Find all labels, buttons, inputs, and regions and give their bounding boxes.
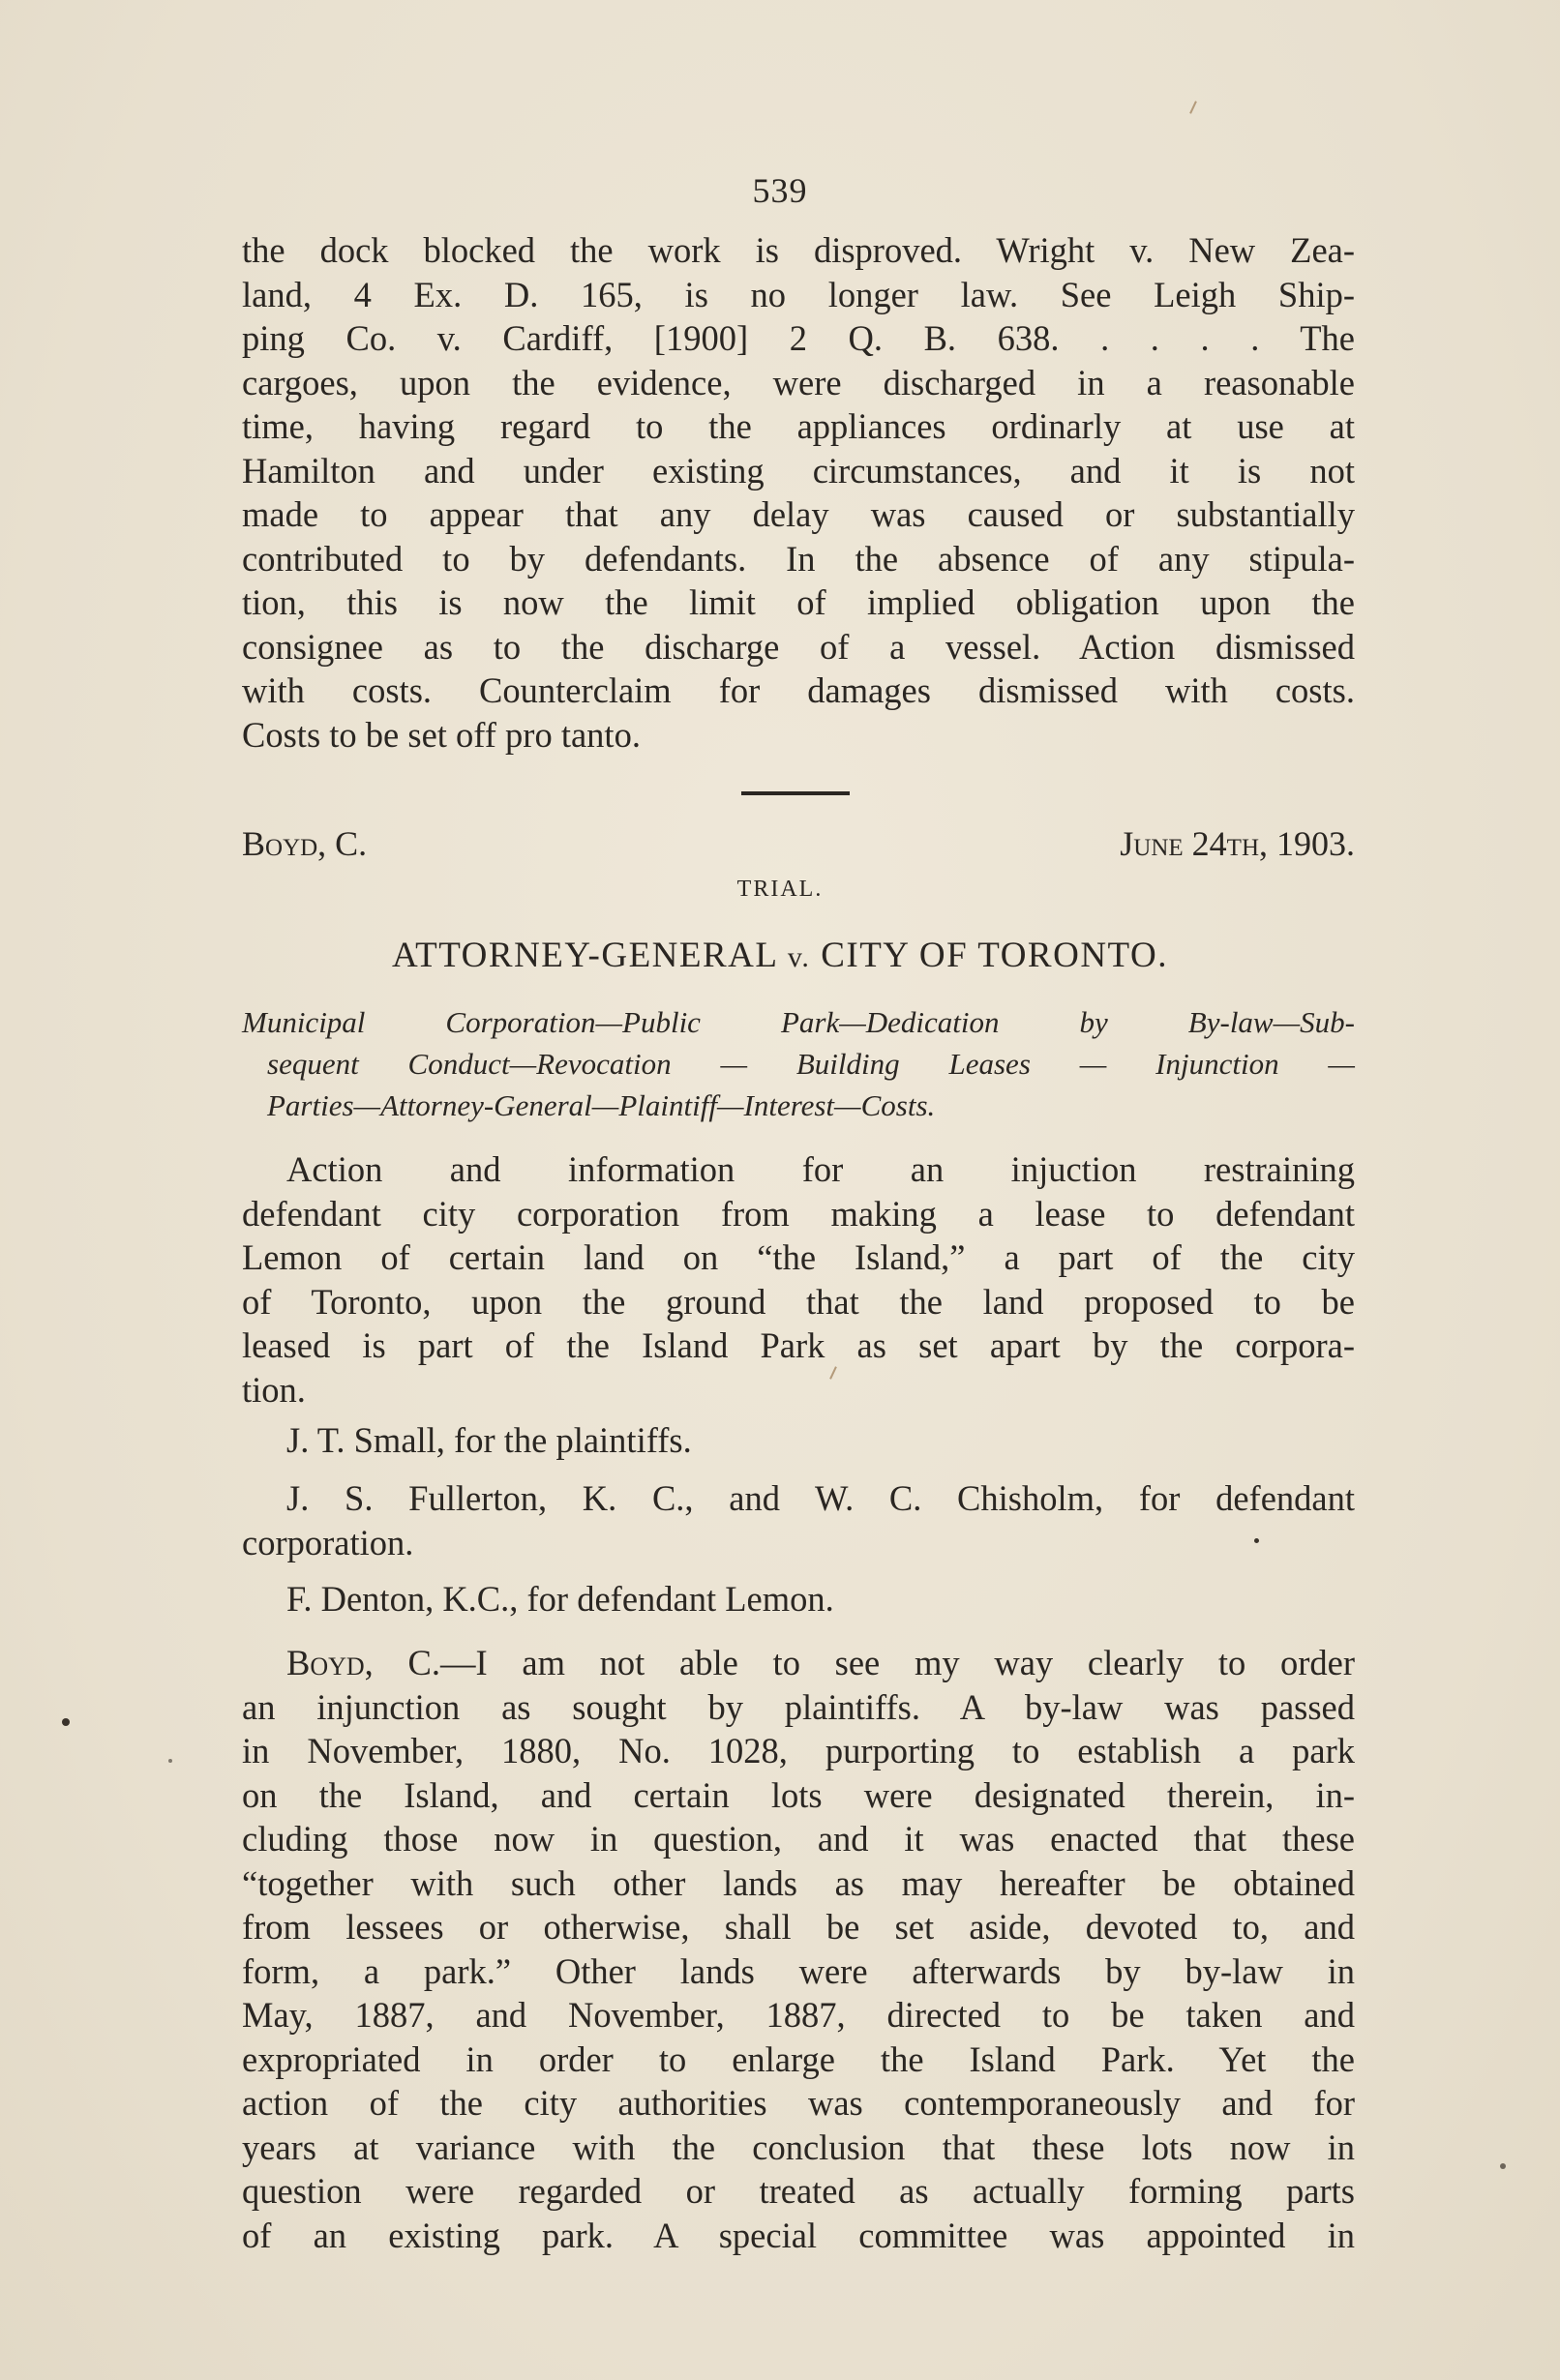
counsel-line: corporation. [242, 1522, 414, 1562]
text-line: ping Co. v. Cardiff, [1900] 2 Q. B. 638. . . . . The [242, 318, 1355, 358]
text-line: in November, 1880, No. 1028, purporting to establish a park [242, 1731, 1355, 1770]
headnote [242, 1001, 1355, 1126]
case-date: June 24th, 1903. [1120, 824, 1355, 863]
judge-name: Boyd, C. [242, 824, 368, 863]
judgment-first-line [242, 1641, 1355, 1685]
text-line: Lemon of certain land on “the Island,” a part of the city [242, 1237, 1355, 1277]
ink-speck [1500, 2163, 1506, 2169]
text-line: defendant city corporation from making a lease to defendant [242, 1193, 1355, 1234]
counsel-line: F. Denton, K.C., for defendant Lemon. [286, 1579, 834, 1619]
statement-paragraph [242, 1147, 1355, 1412]
text-line: expropriated in order to enlarge the Island Park. Yet the [242, 2038, 1355, 2079]
opening-paragraph [242, 228, 1355, 757]
judgment-judge: Boyd, C. [286, 1643, 440, 1682]
judgment-paragraph [242, 1641, 1355, 2257]
pencil-mark [1189, 101, 1197, 114]
counsel-defendant-lemon [242, 1577, 1355, 1621]
text-line: contributed to by defendants. In the absence of any stipula- [242, 538, 1355, 579]
text-line: land, 4 Ex. D. 165, is no longer law. See Leigh Ship- [242, 274, 1355, 314]
headnote-line: Parties—Attorney-General—Plaintiff—Interest—Costs. [267, 1088, 936, 1122]
case-title-versus: v. [787, 941, 811, 973]
text-line: Action and information for an injuction restraining [286, 1149, 1355, 1189]
text-line: of Toronto, upon the ground that the land proposed to be [242, 1281, 1355, 1322]
judgment-first-line-text: —I am not able to see my way clearly to order [440, 1643, 1355, 1682]
text-line: cargoes, upon the evidence, were discharged in a reasonable [242, 362, 1355, 402]
text-line: leased is part of the Island Park as set apart by the corpora- [242, 1325, 1355, 1365]
text-line: form, a park.” Other lands were afterwards by by-law in [242, 1950, 1355, 1991]
counsel-line: J. S. Fullerton, K. C., and W. C. Chisholm, for defendant [286, 1478, 1355, 1518]
text-line: May, 1887, and November, 1887, directed to be taken and [242, 1995, 1355, 2035]
text-line: time, having regard to the appliances ordinarly at use at [242, 406, 1355, 446]
page-number: 539 [752, 171, 808, 210]
text-line: years at variance with the conclusion that these lots now in [242, 2127, 1355, 2167]
ink-speck [62, 1718, 70, 1726]
text-line: of an existing park. A special committee was appointed in [242, 2215, 1355, 2255]
case-title-plaintiff: ATTORNEY-GENERAL [392, 936, 778, 975]
ink-speck [1254, 1538, 1259, 1543]
text-line: “together with such other lands as may hereafter be obtained [242, 1862, 1355, 1903]
case-title [0, 935, 1560, 976]
text-line: Costs to be set off pro tanto. [242, 714, 641, 755]
text-line: an injunction as sought by plaintiffs. A by-law was passed [242, 1686, 1355, 1727]
text-line: tion. [242, 1369, 306, 1410]
text-line: tion, this is now the limit of implied obligation upon the [242, 582, 1355, 622]
counsel-line: J. T. Small, for the plaintiffs. [286, 1420, 692, 1460]
case-title-defendant: CITY OF TORONTO. [821, 936, 1168, 975]
text-line: the dock blocked the work is disproved. Wright v. New Zea- [242, 230, 1355, 270]
section-divider [741, 791, 850, 795]
text-line: on the Island, and certain lots were designated therein, in- [242, 1774, 1355, 1815]
text-line: with costs. Counterclaim for damages dismissed with costs. [242, 670, 1355, 710]
headnote-line: sequent Conduct—Revocation — Building Leases — Injunction — [267, 1047, 1355, 1081]
proceeding-label: TRIAL. [736, 877, 824, 902]
counsel-plaintiffs [242, 1418, 1355, 1463]
text-line: question were regarded or treated as actually forming parts [242, 2171, 1355, 2211]
ink-speck [168, 1759, 172, 1763]
counsel-defendant-corporation [242, 1476, 1355, 1564]
text-line: from lessees or otherwise, shall be set aside, devoted to, and [242, 1907, 1355, 1947]
text-line: made to appear that any delay was caused or substantially [242, 494, 1355, 534]
text-line: consignee as to the discharge of a vessel. Action dismissed [242, 626, 1355, 667]
text-line: Hamilton and under existing circumstances, and it is not [242, 450, 1355, 491]
headnote-line: Municipal Corporation—Public Park—Dedication by By-law—Sub- [242, 1005, 1355, 1039]
text-line: action of the city authorities was contemporaneously and for [242, 2083, 1355, 2123]
text-line: cluding those now in question, and it was enacted that these [242, 1819, 1355, 1859]
